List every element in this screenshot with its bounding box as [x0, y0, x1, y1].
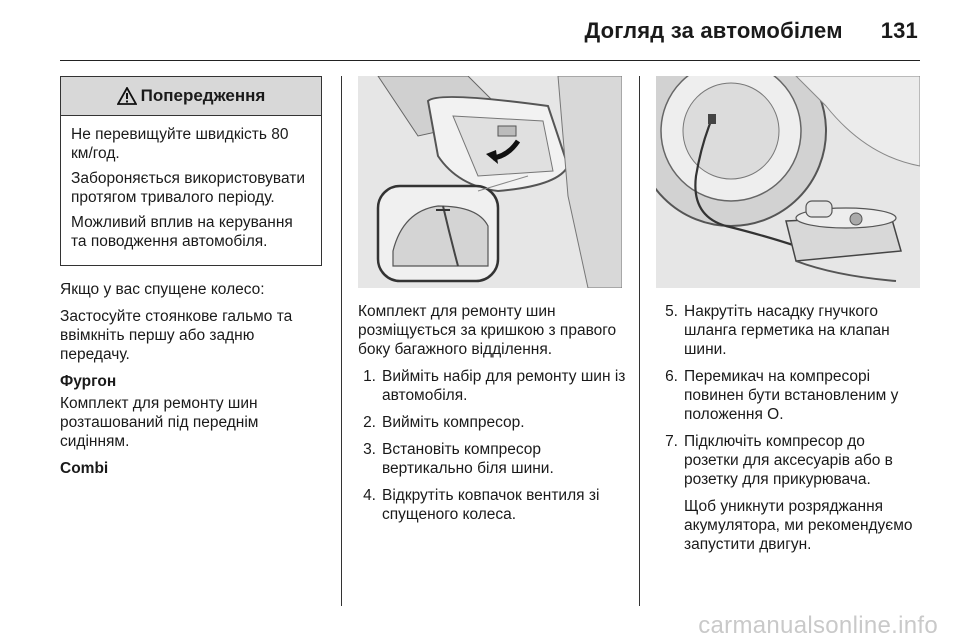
step-number: 3.	[363, 441, 376, 458]
middle-column	[358, 302, 628, 532]
compressor-wheel-illustration	[656, 76, 920, 288]
step-text: Накрутіть насадку гнучкого шланга герметика на клапан шини.	[684, 303, 890, 358]
step-item	[660, 367, 922, 424]
step-item	[358, 413, 628, 432]
warning-title: Попередження	[140, 86, 266, 105]
step-text: Перемикач на компресорі повинен бути встановленим у положення O.	[684, 368, 899, 423]
step-number: 7.	[665, 433, 678, 450]
step-item	[660, 302, 922, 359]
warning-triangle-icon	[117, 87, 137, 105]
trunk-side-cover-illustration	[358, 76, 622, 288]
column-divider-2	[639, 76, 640, 606]
step-number: 4.	[363, 487, 376, 504]
van-heading: Фургон	[60, 373, 117, 390]
warning-header	[61, 77, 321, 116]
step-text: Вийміть компресор.	[382, 414, 525, 431]
step-text: Вийміть набір для ремонту шин із автомобіля.	[382, 368, 626, 404]
left-column	[60, 280, 328, 486]
step-number: 2.	[363, 414, 376, 431]
step-note	[660, 497, 922, 554]
step-item	[358, 486, 628, 524]
step-item	[358, 367, 628, 405]
combi-heading: Combi	[60, 460, 109, 477]
warning-paragraph: Можливий вплив на керування та поводження автомобіля.	[71, 214, 293, 250]
step-number: 6.	[665, 368, 678, 385]
step-text: Відкрутіть ковпачок вентиля зі спущеного колеса.	[382, 487, 600, 523]
warning-box	[60, 76, 322, 266]
right-column	[660, 302, 922, 562]
step-item	[660, 432, 922, 489]
warning-paragraph: Забороняється використовувати протягом тривалого періоду.	[71, 170, 305, 206]
trunk-illustration-icon	[358, 76, 622, 288]
watermark: carmanualsonline.info	[698, 612, 938, 639]
warning-body	[61, 116, 321, 251]
van-text: Комплект для ремонту шин розташований під переднім сидінням.	[60, 395, 259, 450]
page-header	[48, 18, 918, 52]
parking-brake-instruction: Застосуйте стоянкове гальмо та ввімкніть першу або задню передачу.	[60, 308, 293, 363]
flat-tire-intro: Якщо у вас спущене колесо:	[60, 281, 265, 298]
kit-location-text: Комплект для ремонту шин розміщується за кришкою з правого боку багажного відділення.	[358, 303, 617, 358]
step-number: 5.	[665, 303, 678, 320]
step-text: Підключіть компресор до розетки для аксесуарів або в розетку для прикурювача.	[684, 433, 893, 488]
step-text: Встановіть компресор вертикально біля шини.	[382, 441, 554, 477]
header-rule	[60, 60, 920, 61]
step-item	[358, 440, 628, 478]
compressor-illustration-icon	[656, 76, 920, 288]
page-title: Догляд за автомобілем	[584, 18, 843, 43]
warning-paragraph: Не перевищуйте швидкість 80 км/год.	[71, 126, 289, 162]
page-number: 131	[880, 18, 918, 43]
battery-note: Щоб уникнути розряджання акумулятора, ми рекомендуємо запустити двигун.	[684, 498, 913, 553]
column-divider-1	[341, 76, 342, 606]
step-number: 1.	[363, 368, 376, 385]
